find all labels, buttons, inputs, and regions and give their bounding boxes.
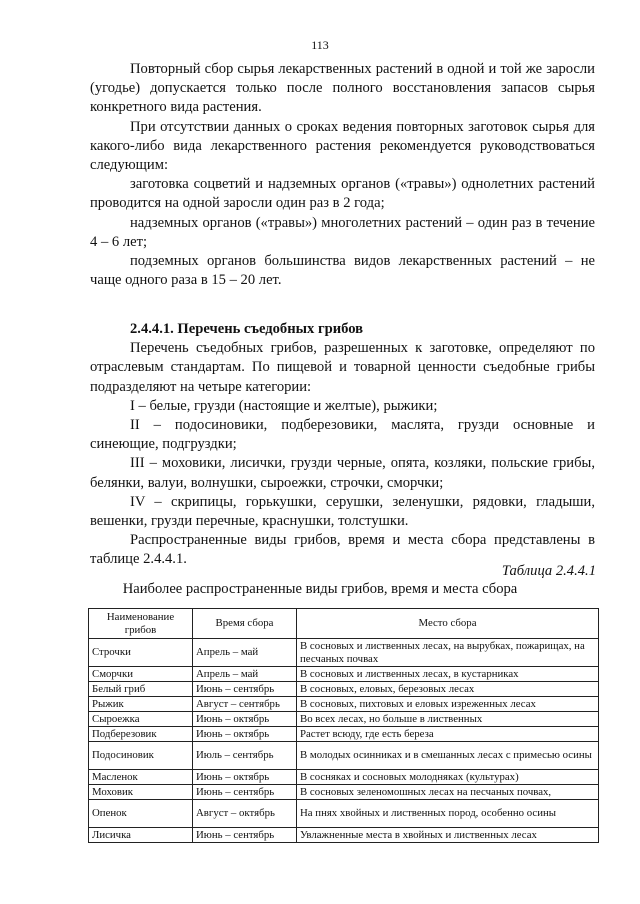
table-cell: Июнь – октябрь [193, 770, 297, 785]
table-cell: Строчки [89, 639, 193, 667]
table-row [89, 770, 599, 785]
table-cell: Масленок [89, 770, 193, 785]
table-cell: Июнь – сентябрь [193, 828, 297, 843]
paragraph: IV – скрипицы, горькушки, серушки, зеленушки, рядовки, гладыши, вешенки, грузди перечные, краснушки, толстушки. [90, 493, 595, 530]
paragraph: Перечень съедобных грибов, разрешенных к заготовке, определяют по отраслевым стандартам. По пищевой и товарной ценности съедобные грибы подразделяют на четыре категории: [90, 340, 595, 395]
table-row [89, 667, 599, 682]
paragraph: заготовка соцветий и надземных органов («травы») однолетних растений проводится на одной заросли один раз в 2 года; [90, 176, 595, 212]
table-row [89, 742, 599, 770]
table-cell: В сосновых и лиственных лесах, на вырубках, пожарищах, на песчаных почвах [297, 639, 599, 667]
table-cell: В молодых осинниках и в смешанных лесах с примесью осины [297, 742, 599, 770]
table-cell: Июнь – сентябрь [193, 785, 297, 800]
table-cell: В сосновых и лиственных лесах, в кустарниках [297, 667, 599, 682]
table-cell: Апрель – май [193, 639, 297, 667]
table-cell: В сосновых зеленомошных лесах на песчаных почвах, [297, 785, 599, 800]
section-heading: 2.4.4.1. Перечень съедобных грибов [130, 321, 364, 337]
table-cell: Июнь – октябрь [193, 712, 297, 727]
table-cell: Увлажненные места в хвойных и лиственных лесах [297, 828, 599, 843]
table-cell: На пнях хвойных и лиственных пород, особенно осины [297, 800, 599, 828]
table-cell: Опенок [89, 800, 193, 828]
table-cell: Апрель – май [193, 667, 297, 682]
column-header: Время сбора [193, 609, 297, 639]
table-cell: Сморчки [89, 667, 193, 682]
paragraph: II – подосиновики, подберезовики, маслята, грузди основные и синеющие, подгруздки; [90, 417, 595, 453]
table-cell: Июль – сентябрь [193, 742, 297, 770]
table-row [89, 639, 599, 667]
mushroom-table [88, 608, 599, 843]
table-cell: Подберезовик [89, 727, 193, 742]
column-header: Место сбора [297, 609, 599, 639]
paragraph: Повторный сбор сырья лекарственных растений в одной и той же заросли (угодье) допускается только после полного восстановления запасов сырья конкретного вида растения. [90, 61, 595, 116]
table-cell: Подосиновик [89, 742, 193, 770]
table-cell: Белый гриб [89, 682, 193, 697]
paragraph: Распространенные виды грибов, время и места сбора представлены в таблице 2.4.4.1. [90, 532, 595, 568]
table-row [89, 682, 599, 697]
table-cell: Моховик [89, 785, 193, 800]
table-cell: Август – октябрь [193, 800, 297, 828]
table-caption: Таблица 2.4.4.1 [501, 563, 596, 579]
table-cell: Во всех лесах, но больше в лиственных [297, 712, 599, 727]
table-row [89, 785, 599, 800]
table-row [89, 712, 599, 727]
table-cell: Август – сентябрь [193, 697, 297, 712]
intro-text-block [90, 60, 595, 290]
table-row [89, 727, 599, 742]
paragraph: III – моховики, лисички, грузди черные, опята, козляки, польские грибы, белянки, валуи, волнушки, сыроежки, строчки, сморчки; [90, 455, 595, 491]
table-cell: В сосновых, пихтовых и еловых изреженных лесах [297, 697, 599, 712]
section-text-block [90, 320, 595, 570]
table-cell: В сосновых, еловых, березовых лесах [297, 682, 599, 697]
table-cell: Лисичка [89, 828, 193, 843]
table-cell: В сосняках и сосновых молодняках (культурах) [297, 770, 599, 785]
paragraph: подземных органов большинства видов лекарственных растений – не чаще одного раза в 15 – 20 лет. [90, 253, 595, 289]
table-cell: Июнь – сентябрь [193, 682, 297, 697]
table-row [89, 800, 599, 828]
paragraph: I – белые, грузди (настоящие и желтые), рыжики; [130, 397, 438, 414]
table-cell: Июнь – октябрь [193, 727, 297, 742]
table-header-row [89, 609, 599, 639]
table-cell: Растет всюду, где есть береза [297, 727, 599, 742]
page-number: 113 [311, 38, 329, 52]
table-row [89, 697, 599, 712]
table-cell: Рыжик [89, 697, 193, 712]
table-row [89, 828, 599, 843]
table-cell: Сыроежка [89, 712, 193, 727]
column-header: Наименование грибов [89, 609, 193, 639]
table-title: Наиболее распространенные виды грибов, время и места сбора [122, 581, 518, 597]
paragraph: При отсутствии данных о сроках ведения повторных заготовок сырья для какого-либо вида лекарственного растения рекомендуется руководствоваться следующим: [90, 118, 595, 174]
paragraph: надземных органов («травы») многолетних растений – один раз в течение 4 – 6 лет; [90, 214, 595, 250]
